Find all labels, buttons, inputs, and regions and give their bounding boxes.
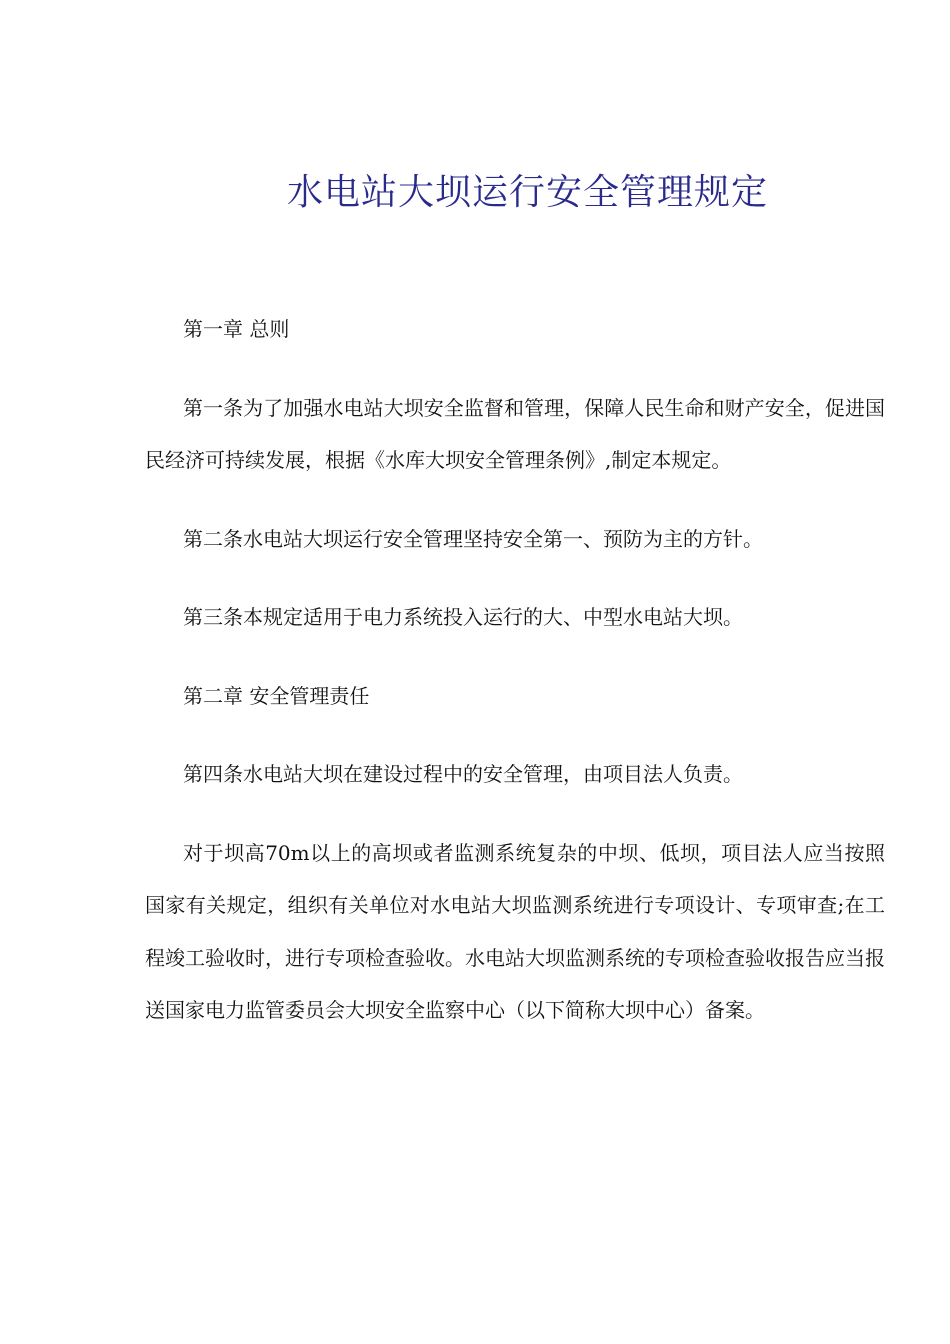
document-body <box>145 303 885 1037</box>
article-paragraph: 对于坝高70m以上的高坝或者监测系统复杂的中坝、低坝，项目法人应当按照国家有关规定，组织有关单位对水电站大坝监测系统进行专项设计、专项审查;在工程竣工验收时，进行专项检查验收。水电站大坝监测系统的专项检查验收报告应当报送国家电力监管委员会大坝安全监察中心（以下简称大坝中心）备案。 <box>145 840 885 1022</box>
article-paragraph: 第一条为了加强水电站大坝安全监督和管理，保障人民生命和财产安全，促进国民经济可持续发展，根据《水库大坝安全管理条例》,制定本规定。 <box>145 395 885 472</box>
chapter-heading: 第二章 安全管理责任 <box>183 683 370 708</box>
document-title: 水电站大坝运行安全管理规定 <box>286 172 768 213</box>
article-paragraph: 第四条水电站大坝在建设过程中的安全管理，由项目法人负责。 <box>183 762 743 786</box>
article-paragraph: 第二条水电站大坝运行安全管理坚持安全第一、预防为主的方针。 <box>183 526 763 551</box>
chapter-heading: 第一章 总则 <box>183 317 290 341</box>
article-paragraph: 第三条本规定适用于电力系统投入运行的大、中型水电站大坝。 <box>183 605 743 629</box>
